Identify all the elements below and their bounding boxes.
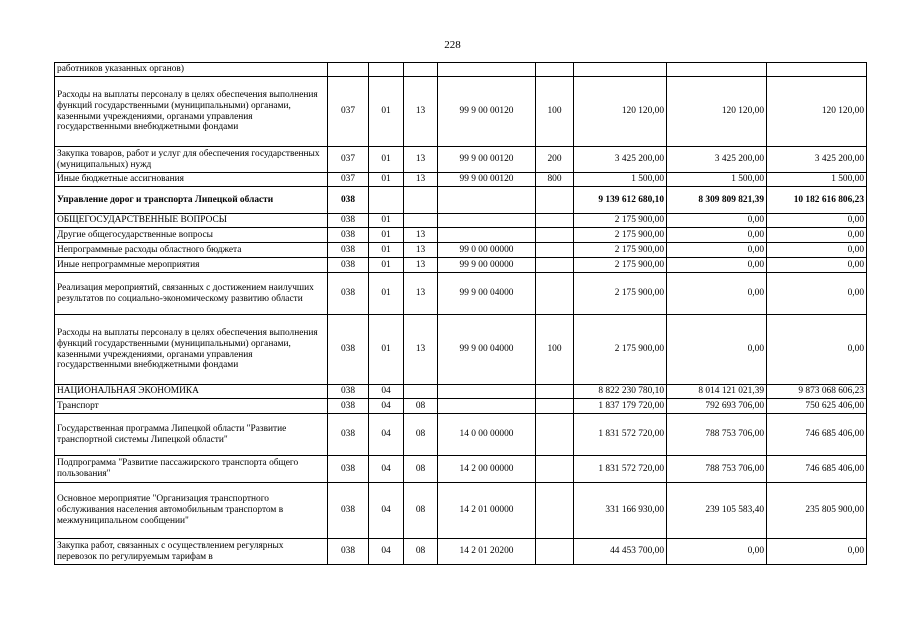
expense-type-cell (536, 414, 574, 456)
section-cell: 01 (369, 77, 404, 147)
amount-year3-cell: 0,00 (767, 315, 867, 385)
subsection-cell (404, 187, 438, 214)
target-article-cell: 99 9 00 00000 (438, 258, 536, 273)
section-cell: 01 (369, 147, 404, 173)
row-name-cell: Транспорт (55, 399, 328, 414)
section-cell: 04 (369, 539, 404, 565)
amount-year2-cell: 0,00 (667, 214, 767, 228)
target-article-cell: 99 9 00 00120 (438, 173, 536, 187)
target-article-cell: 99 9 00 00120 (438, 147, 536, 173)
amount-year3-cell: 0,00 (767, 273, 867, 315)
target-article-cell: 14 2 01 00000 (438, 483, 536, 539)
row-name-cell: Расходы на выплаты персоналу в целях обеспечения выполнения функций государственными (муниципальными) органами, казенными учреждениями, органами управления государственными внебюджетными фондами (55, 315, 328, 385)
admin-code-cell: 038 (328, 414, 369, 456)
target-article-cell: 99 9 00 04000 (438, 315, 536, 385)
table-row (55, 214, 867, 228)
row-name-cell: Непрограммные расходы областного бюджета (55, 243, 328, 258)
admin-code-cell: 038 (328, 243, 369, 258)
amount-year1-cell: 120 120,00 (574, 77, 667, 147)
amount-year3-cell: 3 425 200,00 (767, 147, 867, 173)
table-row (55, 173, 867, 187)
target-article-cell (438, 385, 536, 399)
admin-code-cell: 038 (328, 456, 369, 483)
amount-year2-cell: 788 753 706,00 (667, 456, 767, 483)
table-row (55, 243, 867, 258)
amount-year2-cell: 8 309 809 821,39 (667, 187, 767, 214)
subsection-cell: 08 (404, 414, 438, 456)
row-name-cell: Государственная программа Липецкой области "Развитие транспортной системы Липецкой области" (55, 414, 328, 456)
table-row (55, 315, 867, 385)
section-cell: 04 (369, 483, 404, 539)
amount-year3-cell: 746 685 406,00 (767, 414, 867, 456)
expense-type-cell: 200 (536, 147, 574, 173)
amount-year2-cell: 1 500,00 (667, 173, 767, 187)
row-name-cell: ОБЩЕГОСУДАРСТВЕННЫЕ ВОПРОСЫ (55, 214, 328, 228)
amount-year1-cell: 1 831 572 720,00 (574, 414, 667, 456)
amount-year1-cell: 2 175 900,00 (574, 273, 667, 315)
amount-year1-cell (574, 63, 667, 77)
expense-type-cell: 100 (536, 315, 574, 385)
target-article-cell: 14 0 00 00000 (438, 414, 536, 456)
row-name-cell: НАЦИОНАЛЬНАЯ ЭКОНОМИКА (55, 385, 328, 399)
section-cell: 01 (369, 214, 404, 228)
row-name-cell: Закупка работ, связанных с осуществлением регулярных перевозок по регулируемым тарифам в (55, 539, 328, 565)
admin-code-cell: 038 (328, 214, 369, 228)
table-row (55, 273, 867, 315)
subsection-cell: 13 (404, 243, 438, 258)
table-row (55, 414, 867, 456)
budget-table (54, 62, 867, 565)
amount-year2-cell: 0,00 (667, 258, 767, 273)
expense-type-cell (536, 243, 574, 258)
admin-code-cell: 038 (328, 228, 369, 243)
section-cell: 01 (369, 228, 404, 243)
amount-year2-cell: 0,00 (667, 228, 767, 243)
amount-year1-cell: 9 139 612 680,10 (574, 187, 667, 214)
amount-year3-cell (767, 63, 867, 77)
amount-year2-cell: 120 120,00 (667, 77, 767, 147)
table-row (55, 456, 867, 483)
amount-year2-cell: 0,00 (667, 539, 767, 565)
target-article-cell (438, 228, 536, 243)
admin-code-cell: 038 (328, 187, 369, 214)
subsection-cell: 08 (404, 483, 438, 539)
expense-type-cell (536, 63, 574, 77)
amount-year2-cell: 792 693 706,00 (667, 399, 767, 414)
amount-year2-cell: 239 105 583,40 (667, 483, 767, 539)
row-name-cell: работников указанных органов) (55, 63, 328, 77)
table-row (55, 399, 867, 414)
section-cell: 04 (369, 414, 404, 456)
amount-year3-cell: 0,00 (767, 539, 867, 565)
admin-code-cell (328, 63, 369, 77)
table-row (55, 385, 867, 399)
amount-year1-cell: 2 175 900,00 (574, 243, 667, 258)
admin-code-cell: 037 (328, 173, 369, 187)
target-article-cell (438, 63, 536, 77)
expense-type-cell (536, 539, 574, 565)
target-article-cell: 99 9 00 04000 (438, 273, 536, 315)
expense-type-cell (536, 483, 574, 539)
expense-type-cell: 100 (536, 77, 574, 147)
subsection-cell (404, 385, 438, 399)
admin-code-cell: 038 (328, 258, 369, 273)
subsection-cell: 08 (404, 456, 438, 483)
target-article-cell (438, 187, 536, 214)
subsection-cell: 08 (404, 399, 438, 414)
admin-code-cell: 038 (328, 315, 369, 385)
section-cell: 01 (369, 258, 404, 273)
expense-type-cell (536, 399, 574, 414)
target-article-cell: 99 9 00 00120 (438, 77, 536, 147)
amount-year3-cell: 10 182 616 806,23 (767, 187, 867, 214)
amount-year2-cell: 0,00 (667, 273, 767, 315)
row-name-cell: Основное мероприятие "Организация транспортного обслуживания населения автомобильным транспортом в межмуниципальном сообщении" (55, 483, 328, 539)
row-name-cell: Управление дорог и транспорта Липецкой области (55, 187, 328, 214)
amount-year2-cell: 0,00 (667, 243, 767, 258)
subsection-cell: 13 (404, 147, 438, 173)
section-cell: 04 (369, 456, 404, 483)
section-cell (369, 63, 404, 77)
amount-year1-cell: 331 166 930,00 (574, 483, 667, 539)
expense-type-cell (536, 228, 574, 243)
table-row (55, 539, 867, 565)
target-article-cell: 14 2 00 00000 (438, 456, 536, 483)
row-name-cell: Закупка товаров, работ и услуг для обеспечения государственных (муниципальных) нужд (55, 147, 328, 173)
amount-year3-cell: 235 805 900,00 (767, 483, 867, 539)
row-name-cell: Иные непрограммные мероприятия (55, 258, 328, 273)
amount-year1-cell: 3 425 200,00 (574, 147, 667, 173)
section-cell: 04 (369, 385, 404, 399)
amount-year1-cell: 2 175 900,00 (574, 228, 667, 243)
table-row (55, 187, 867, 214)
table-row (55, 228, 867, 243)
admin-code-cell: 038 (328, 483, 369, 539)
table-row (55, 77, 867, 147)
section-cell: 01 (369, 243, 404, 258)
expense-type-cell (536, 273, 574, 315)
target-article-cell (438, 399, 536, 414)
amount-year2-cell (667, 63, 767, 77)
amount-year3-cell: 750 625 406,00 (767, 399, 867, 414)
admin-code-cell: 038 (328, 273, 369, 315)
target-article-cell: 14 2 01 20200 (438, 539, 536, 565)
row-name-cell: Расходы на выплаты персоналу в целях обеспечения выполнения функций государственными (муниципальными) органами, казенными учреждениями, органами управления государственными внебюджетными фондами (55, 77, 328, 147)
subsection-cell: 13 (404, 173, 438, 187)
amount-year3-cell: 0,00 (767, 243, 867, 258)
subsection-cell (404, 214, 438, 228)
expense-type-cell: 800 (536, 173, 574, 187)
amount-year2-cell: 3 425 200,00 (667, 147, 767, 173)
amount-year3-cell: 120 120,00 (767, 77, 867, 147)
section-cell: 01 (369, 173, 404, 187)
target-article-cell (438, 214, 536, 228)
amount-year3-cell: 9 873 068 606,23 (767, 385, 867, 399)
subsection-cell: 13 (404, 77, 438, 147)
row-name-cell: Иные бюджетные ассигнования (55, 173, 328, 187)
expense-type-cell (536, 385, 574, 399)
subsection-cell: 13 (404, 228, 438, 243)
admin-code-cell: 038 (328, 399, 369, 414)
table-row (55, 147, 867, 173)
subsection-cell: 13 (404, 315, 438, 385)
admin-code-cell: 038 (328, 539, 369, 565)
amount-year2-cell: 788 753 706,00 (667, 414, 767, 456)
amount-year3-cell: 0,00 (767, 258, 867, 273)
amount-year1-cell: 44 453 700,00 (574, 539, 667, 565)
amount-year3-cell: 0,00 (767, 214, 867, 228)
row-name-cell: Реализация мероприятий, связанных с достижением наилучших результатов по социально-экономическому развитию области (55, 273, 328, 315)
subsection-cell: 13 (404, 258, 438, 273)
table-row (55, 258, 867, 273)
amount-year1-cell: 1 837 179 720,00 (574, 399, 667, 414)
admin-code-cell: 037 (328, 147, 369, 173)
expense-type-cell (536, 214, 574, 228)
expense-type-cell (536, 187, 574, 214)
amount-year2-cell: 0,00 (667, 315, 767, 385)
amount-year1-cell: 2 175 900,00 (574, 214, 667, 228)
section-cell: 01 (369, 315, 404, 385)
admin-code-cell: 037 (328, 77, 369, 147)
amount-year1-cell: 2 175 900,00 (574, 258, 667, 273)
table-row (55, 483, 867, 539)
admin-code-cell: 038 (328, 385, 369, 399)
target-article-cell: 99 0 00 00000 (438, 243, 536, 258)
subsection-cell (404, 63, 438, 77)
amount-year3-cell: 746 685 406,00 (767, 456, 867, 483)
amount-year3-cell: 1 500,00 (767, 173, 867, 187)
amount-year1-cell: 8 822 230 780,10 (574, 385, 667, 399)
subsection-cell: 08 (404, 539, 438, 565)
amount-year1-cell: 1 831 572 720,00 (574, 456, 667, 483)
section-cell: 01 (369, 273, 404, 315)
section-cell: 04 (369, 399, 404, 414)
amount-year3-cell: 0,00 (767, 228, 867, 243)
amount-year1-cell: 1 500,00 (574, 173, 667, 187)
amount-year1-cell: 2 175 900,00 (574, 315, 667, 385)
amount-year2-cell: 8 014 121 021,39 (667, 385, 767, 399)
table-row (55, 63, 867, 77)
expense-type-cell (536, 456, 574, 483)
row-name-cell: Другие общегосударственные вопросы (55, 228, 328, 243)
section-cell (369, 187, 404, 214)
page-number: 228 (444, 39, 461, 51)
expense-type-cell (536, 258, 574, 273)
row-name-cell: Подпрограмма "Развитие пассажирского транспорта общего пользования" (55, 456, 328, 483)
subsection-cell: 13 (404, 273, 438, 315)
